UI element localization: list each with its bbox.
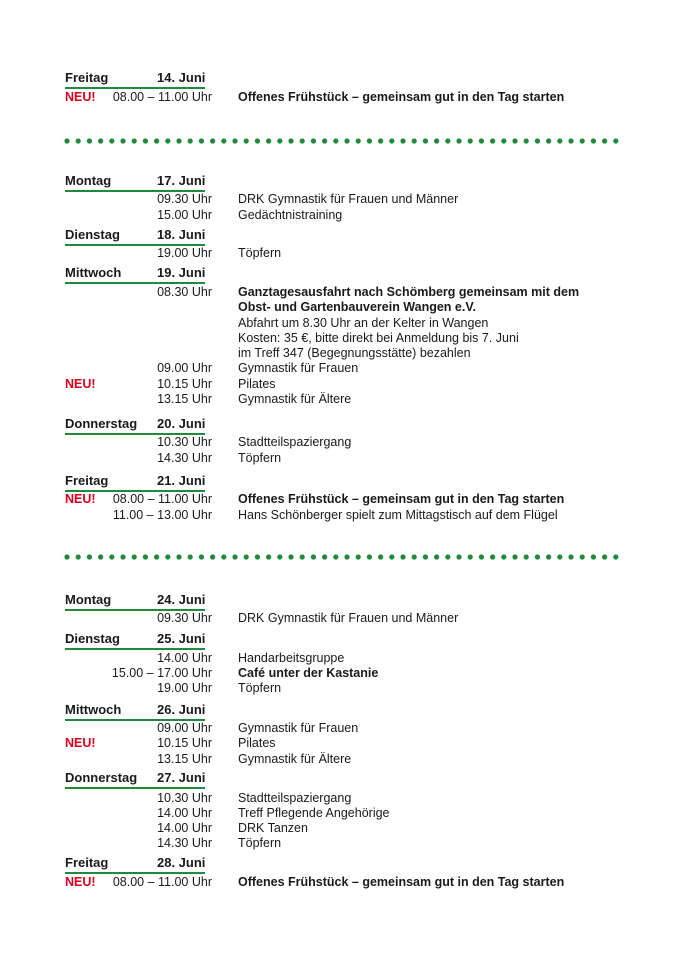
separator-dot — [389, 554, 394, 559]
separator-dot — [613, 554, 618, 559]
separator-dot — [524, 138, 529, 143]
day-name: Dienstag — [65, 227, 120, 242]
event-row — [0, 391, 684, 407]
event-title: DRK Gymnastik für Frauen und Männer — [238, 611, 459, 625]
separator-dot — [400, 138, 405, 143]
separator-dot — [512, 554, 517, 559]
separator-dot — [512, 138, 517, 143]
separator-dot — [143, 138, 148, 143]
event-time: 14.00 Uhr — [157, 651, 212, 665]
day-header — [0, 173, 684, 191]
day-name: Mittwoch — [65, 265, 122, 280]
day-date: 25. Juni — [157, 631, 206, 646]
event-time: 08.30 Uhr — [157, 285, 212, 299]
event-row — [0, 735, 684, 751]
event-row — [0, 665, 684, 681]
event-row — [0, 751, 684, 767]
separator-dot — [64, 138, 69, 143]
separator-dot — [602, 554, 607, 559]
separator-dot — [255, 554, 260, 559]
separator-dot — [501, 554, 506, 559]
separator-dot — [367, 554, 372, 559]
separator-dot — [98, 138, 103, 143]
separator-dot — [266, 554, 271, 559]
separator-dot — [199, 554, 204, 559]
separator-dot — [76, 554, 81, 559]
separator-dot — [501, 138, 506, 143]
separator-dot — [120, 138, 125, 143]
separator-dot — [176, 554, 181, 559]
day-date: 26. Juni — [157, 702, 206, 717]
event-row — [0, 207, 684, 223]
separator-dot — [210, 554, 215, 559]
event-title: Kosten: 35 €, bitte direkt bei Anmeldung bis 7. Juni — [238, 331, 519, 345]
separator-dot — [557, 138, 562, 143]
separator-dot — [311, 138, 316, 143]
separator-dot — [322, 138, 327, 143]
new-badge: NEU! — [65, 492, 96, 506]
day-date: 17. Juni — [157, 173, 206, 188]
separator-dot — [344, 138, 349, 143]
separator-dot — [322, 554, 327, 559]
separator-dot — [535, 554, 540, 559]
separator-dot — [333, 138, 338, 143]
event-time: 09.00 Uhr — [157, 361, 212, 375]
event-row — [0, 650, 684, 666]
separator-dot — [378, 138, 383, 143]
separator-dot — [490, 138, 495, 143]
separator-dot — [378, 554, 383, 559]
separator-dot — [434, 554, 439, 559]
event-row — [0, 245, 684, 261]
event-row — [0, 491, 684, 507]
separator-dot — [132, 138, 137, 143]
separator-dot — [580, 554, 585, 559]
event-row — [0, 610, 684, 626]
event-time: 10.30 Uhr — [157, 435, 212, 449]
new-badge: NEU! — [65, 736, 96, 750]
event-time: 09.00 Uhr — [157, 721, 212, 735]
event-time: 10.30 Uhr — [157, 791, 212, 805]
separator-dot — [546, 138, 551, 143]
separator-dot — [423, 554, 428, 559]
dotted-separator — [64, 554, 620, 560]
separator-dot — [535, 138, 540, 143]
event-row — [0, 360, 684, 376]
separator-dot — [367, 138, 372, 143]
event-title: Café unter der Kastanie — [238, 666, 379, 680]
day-name: Mittwoch — [65, 702, 122, 717]
event-title: Offenes Frühstück – gemeinsam gut in den Tag starten — [238, 90, 565, 104]
separator-dot — [165, 554, 170, 559]
separator-dot — [109, 554, 114, 559]
separator-dot — [412, 554, 417, 559]
separator-dot — [580, 138, 585, 143]
separator-dot — [277, 554, 282, 559]
day-name: Donnerstag — [65, 416, 138, 431]
separator-dot — [356, 554, 361, 559]
separator-dot — [98, 554, 103, 559]
event-row — [0, 284, 684, 300]
separator-dot — [221, 138, 226, 143]
separator-dot — [568, 554, 573, 559]
event-time: 08.00 – 11.00 Uhr — [112, 90, 212, 104]
event-row — [0, 315, 684, 331]
separator-dot — [277, 138, 282, 143]
day-header — [0, 702, 684, 720]
new-badge: NEU! — [65, 875, 96, 889]
separator-dot — [87, 554, 92, 559]
separator-dot — [154, 554, 159, 559]
day-date: 27. Juni — [157, 770, 206, 785]
event-title: Töpfern — [238, 451, 282, 465]
day-header — [0, 227, 684, 245]
event-time: 15.00 – 17.00 Uhr — [111, 666, 212, 680]
separator-dot — [591, 138, 596, 143]
event-title: im Treff 347 (Begegnungsstätte) bezahlen — [238, 346, 471, 360]
separator-dot — [288, 138, 293, 143]
event-row — [0, 191, 684, 207]
event-title: Stadtteilspaziergang — [238, 435, 352, 449]
separator-dot — [109, 138, 114, 143]
event-title: Treff Pflegende Angehörige — [238, 806, 390, 820]
dotted-separator — [64, 138, 620, 144]
event-time: 09.30 Uhr — [157, 192, 212, 206]
separator-dot — [546, 554, 551, 559]
event-time: 13.15 Uhr — [157, 752, 212, 766]
separator-dot — [188, 554, 193, 559]
event-row — [0, 720, 684, 736]
day-name: Freitag — [65, 473, 109, 488]
separator-dot — [356, 138, 361, 143]
event-row — [0, 330, 684, 346]
event-row — [0, 680, 684, 696]
day-header — [0, 416, 684, 434]
event-title: Töpfern — [238, 681, 282, 695]
event-title: Abfahrt um 8.30 Uhr an der Kelter in Wangen — [238, 316, 489, 330]
event-title: Offenes Frühstück – gemeinsam gut in den Tag starten — [238, 492, 565, 506]
separator-dot — [255, 138, 260, 143]
separator-dot — [468, 554, 473, 559]
event-row — [0, 450, 684, 466]
day-name: Montag — [65, 592, 112, 607]
separator-dot — [344, 554, 349, 559]
event-time: 08.00 – 11.00 Uhr — [112, 875, 212, 889]
event-title: Töpfern — [238, 836, 282, 850]
separator-dot — [445, 554, 450, 559]
day-name: Montag — [65, 173, 112, 188]
separator-dot — [434, 138, 439, 143]
event-row — [0, 790, 684, 806]
day-date: 21. Juni — [157, 473, 206, 488]
event-row — [0, 434, 684, 450]
separator-dot — [199, 138, 204, 143]
event-title: Gymnastik für Frauen — [238, 721, 359, 735]
event-time: 19.00 Uhr — [157, 681, 212, 695]
event-row — [0, 805, 684, 821]
event-time: 14.00 Uhr — [157, 821, 212, 835]
day-header — [0, 592, 684, 610]
separator-dot — [490, 554, 495, 559]
day-name: Freitag — [65, 855, 109, 870]
separator-dot — [176, 138, 181, 143]
separator-dot — [132, 554, 137, 559]
separator-dot — [602, 138, 607, 143]
day-date: 28. Juni — [157, 855, 206, 870]
separator-dot — [300, 554, 305, 559]
separator-dot — [244, 554, 249, 559]
event-row — [0, 820, 684, 836]
event-time: 11.00 – 13.00 Uhr — [112, 508, 212, 522]
day-name: Dienstag — [65, 631, 120, 646]
event-row — [0, 89, 684, 105]
event-row — [0, 376, 684, 392]
separator-dot — [232, 554, 237, 559]
separator-dot — [423, 138, 428, 143]
event-title: Hans Schönberger spielt zum Mittagstisch auf dem Flügel — [238, 508, 558, 522]
day-header — [0, 265, 684, 283]
new-badge: NEU! — [65, 90, 96, 104]
separator-dot — [412, 138, 417, 143]
separator-dot — [300, 138, 305, 143]
day-header — [0, 473, 684, 491]
separator-dot — [479, 138, 484, 143]
event-title: Gedächtnistraining — [238, 208, 343, 222]
separator-dot — [311, 554, 316, 559]
day-header — [0, 631, 684, 649]
new-badge: NEU! — [65, 377, 96, 391]
day-header — [0, 770, 684, 788]
event-row — [0, 299, 684, 315]
day-name: Freitag — [65, 70, 109, 85]
separator-dot — [389, 138, 394, 143]
separator-dot — [479, 554, 484, 559]
day-date: 19. Juni — [157, 265, 206, 280]
day-underline — [65, 787, 205, 789]
separator-dot — [76, 138, 81, 143]
day-date: 18. Juni — [157, 227, 206, 242]
event-row — [0, 507, 684, 523]
event-title: Gymnastik für Frauen — [238, 361, 359, 375]
event-title: Gymnastik für Ältere — [238, 392, 352, 406]
event-time: 10.15 Uhr — [157, 736, 212, 750]
day-date: 14. Juni — [157, 70, 206, 85]
event-title: DRK Gymnastik für Frauen und Männer — [238, 192, 459, 206]
separator-dot — [456, 554, 461, 559]
day-date: 20. Juni — [157, 416, 206, 431]
event-row — [0, 874, 684, 890]
day-header — [0, 70, 684, 88]
separator-dot — [456, 138, 461, 143]
event-title: Offenes Frühstück – gemeinsam gut in den Tag starten — [238, 875, 565, 889]
day-name: Donnerstag — [65, 770, 138, 785]
separator-dot — [64, 554, 69, 559]
separator-dot — [266, 138, 271, 143]
event-title: Ganztagesausfahrt nach Schömberg gemeinsam mit dem — [238, 285, 580, 299]
separator-dot — [524, 554, 529, 559]
day-header — [0, 855, 684, 873]
separator-dot — [188, 138, 193, 143]
event-title: Gymnastik für Ältere — [238, 752, 352, 766]
event-title: Obst- und Gartenbauverein Wangen e.V. — [238, 300, 477, 314]
separator-dot — [591, 554, 596, 559]
event-time: 08.00 – 11.00 Uhr — [112, 492, 212, 506]
separator-dot — [568, 138, 573, 143]
event-title: DRK Tanzen — [238, 821, 308, 835]
event-time: 15.00 Uhr — [157, 208, 212, 222]
day-date: 24. Juni — [157, 592, 206, 607]
separator-dot — [232, 138, 237, 143]
separator-dot — [445, 138, 450, 143]
separator-dot — [221, 554, 226, 559]
event-title: Handarbeitsgruppe — [238, 651, 345, 665]
separator-dot — [468, 138, 473, 143]
separator-dot — [557, 554, 562, 559]
separator-dot — [154, 138, 159, 143]
separator-dot — [333, 554, 338, 559]
event-title: Töpfern — [238, 246, 282, 260]
event-time: 14.30 Uhr — [157, 451, 212, 465]
event-time: 09.30 Uhr — [157, 611, 212, 625]
separator-dot — [613, 138, 618, 143]
separator-dot — [244, 138, 249, 143]
separator-dot — [143, 554, 148, 559]
separator-dot — [87, 138, 92, 143]
event-row — [0, 835, 684, 851]
event-time: 14.30 Uhr — [157, 836, 212, 850]
event-time: 19.00 Uhr — [157, 246, 212, 260]
event-title: Pilates — [238, 377, 276, 391]
event-title: Stadtteilspaziergang — [238, 791, 352, 805]
event-time: 14.00 Uhr — [157, 806, 212, 820]
event-time: 10.15 Uhr — [157, 377, 212, 391]
event-title: Pilates — [238, 736, 276, 750]
separator-dot — [165, 138, 170, 143]
separator-dot — [120, 554, 125, 559]
separator-dot — [288, 554, 293, 559]
separator-dot — [400, 554, 405, 559]
event-row — [0, 345, 684, 361]
separator-dot — [210, 138, 215, 143]
event-time: 13.15 Uhr — [157, 392, 212, 406]
